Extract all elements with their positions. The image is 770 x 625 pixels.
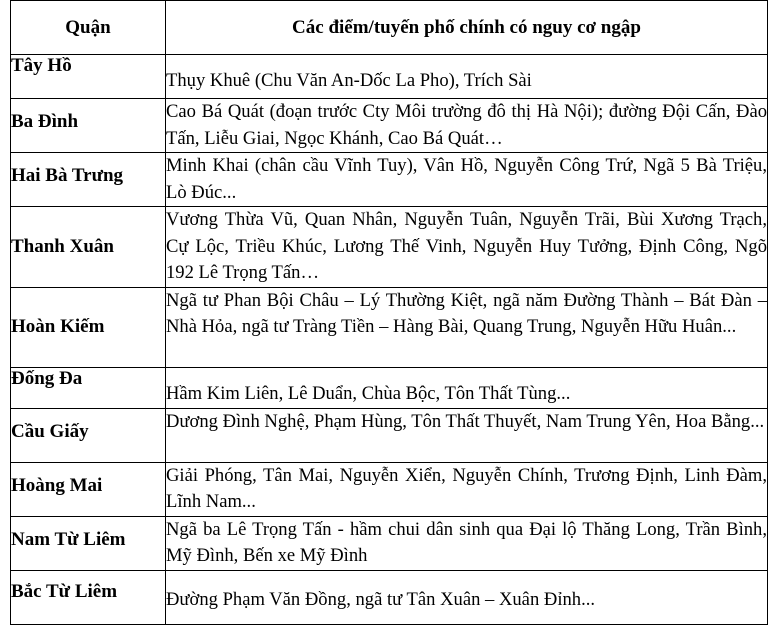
streets-cell: Thụy Khuê (Chu Văn An-Dốc La Pho), Trích Sài: [166, 55, 768, 99]
table-row: [11, 207, 768, 288]
streets-cell: Ngã ba Lê Trọng Tấn - hầm chui dân sinh qua Đại lộ Thăng Long, Trần Bình, Mỹ Đình, Bến xe Mỹ Đình: [166, 516, 768, 570]
table-row: [11, 516, 768, 570]
table-row: [11, 153, 768, 207]
table-row: [11, 570, 768, 624]
district-cell: Đống Đa: [11, 367, 166, 408]
district-cell: Thanh Xuân: [11, 207, 166, 288]
table-row: [11, 462, 768, 516]
district-cell: Hai Bà Trưng: [11, 153, 166, 207]
table-row: [11, 55, 768, 99]
streets-cell: Vương Thừa Vũ, Quan Nhân, Nguyễn Tuân, Nguyễn Trãi, Bùi Xương Trạch, Cự Lộc, Triều Khúc, Lương Thế Vinh, Nguyễn Huy Tưởng, Định Công, Ngõ 192 Lê Trọng Tấn…: [166, 207, 768, 288]
streets-cell: Minh Khai (chân cầu Vĩnh Tuy), Vân Hồ, Nguyễn Công Trứ, Ngã 5 Bà Triệu, Lò Đúc...: [166, 153, 768, 207]
table-row: [11, 99, 768, 153]
district-cell: Hoàn Kiếm: [11, 287, 166, 367]
header-district: Quận: [11, 1, 166, 55]
district-cell: Ba Đình: [11, 99, 166, 153]
district-cell: Cầu Giấy: [11, 408, 166, 462]
table-row: [11, 287, 768, 367]
header-row: [11, 1, 768, 55]
table-row: [11, 367, 768, 408]
streets-cell: Ngã tư Phan Bội Châu – Lý Thường Kiệt, ngã năm Đường Thành – Bát Đàn – Nhà Hỏa, ngã tư Tràng Tiền – Hàng Bài, Quang Trung, Nguyễn Hữu Huân...: [166, 287, 768, 367]
streets-cell: Dương Đình Nghệ, Phạm Hùng, Tôn Thất Thuyết, Nam Trung Yên, Hoa Bằng...: [166, 408, 768, 462]
district-cell: Hoàng Mai: [11, 462, 166, 516]
district-cell: Tây Hồ: [11, 55, 166, 99]
table-row: [11, 408, 768, 462]
district-cell: Nam Từ Liêm: [11, 516, 166, 570]
streets-cell: Cao Bá Quát (đoạn trước Cty Môi trường đô thị Hà Nội); đường Đội Cấn, Đào Tấn, Liễu Giai, Ngọc Khánh, Cao Bá Quát…: [166, 99, 768, 153]
district-cell: Bắc Từ Liêm: [11, 570, 166, 624]
flood-risk-table: [10, 0, 768, 625]
streets-cell: Hầm Kim Liên, Lê Duẩn, Chùa Bộc, Tôn Thất Tùng...: [166, 367, 768, 408]
streets-cell: Đường Phạm Văn Đồng, ngã tư Tân Xuân – Xuân Đỉnh...: [166, 570, 768, 624]
header-streets: Các điểm/tuyến phố chính có nguy cơ ngập: [166, 1, 768, 55]
streets-cell: Giải Phóng, Tân Mai, Nguyễn Xiển, Nguyễn Chính, Trương Định, Linh Đàm, Lĩnh Nam...: [166, 462, 768, 516]
